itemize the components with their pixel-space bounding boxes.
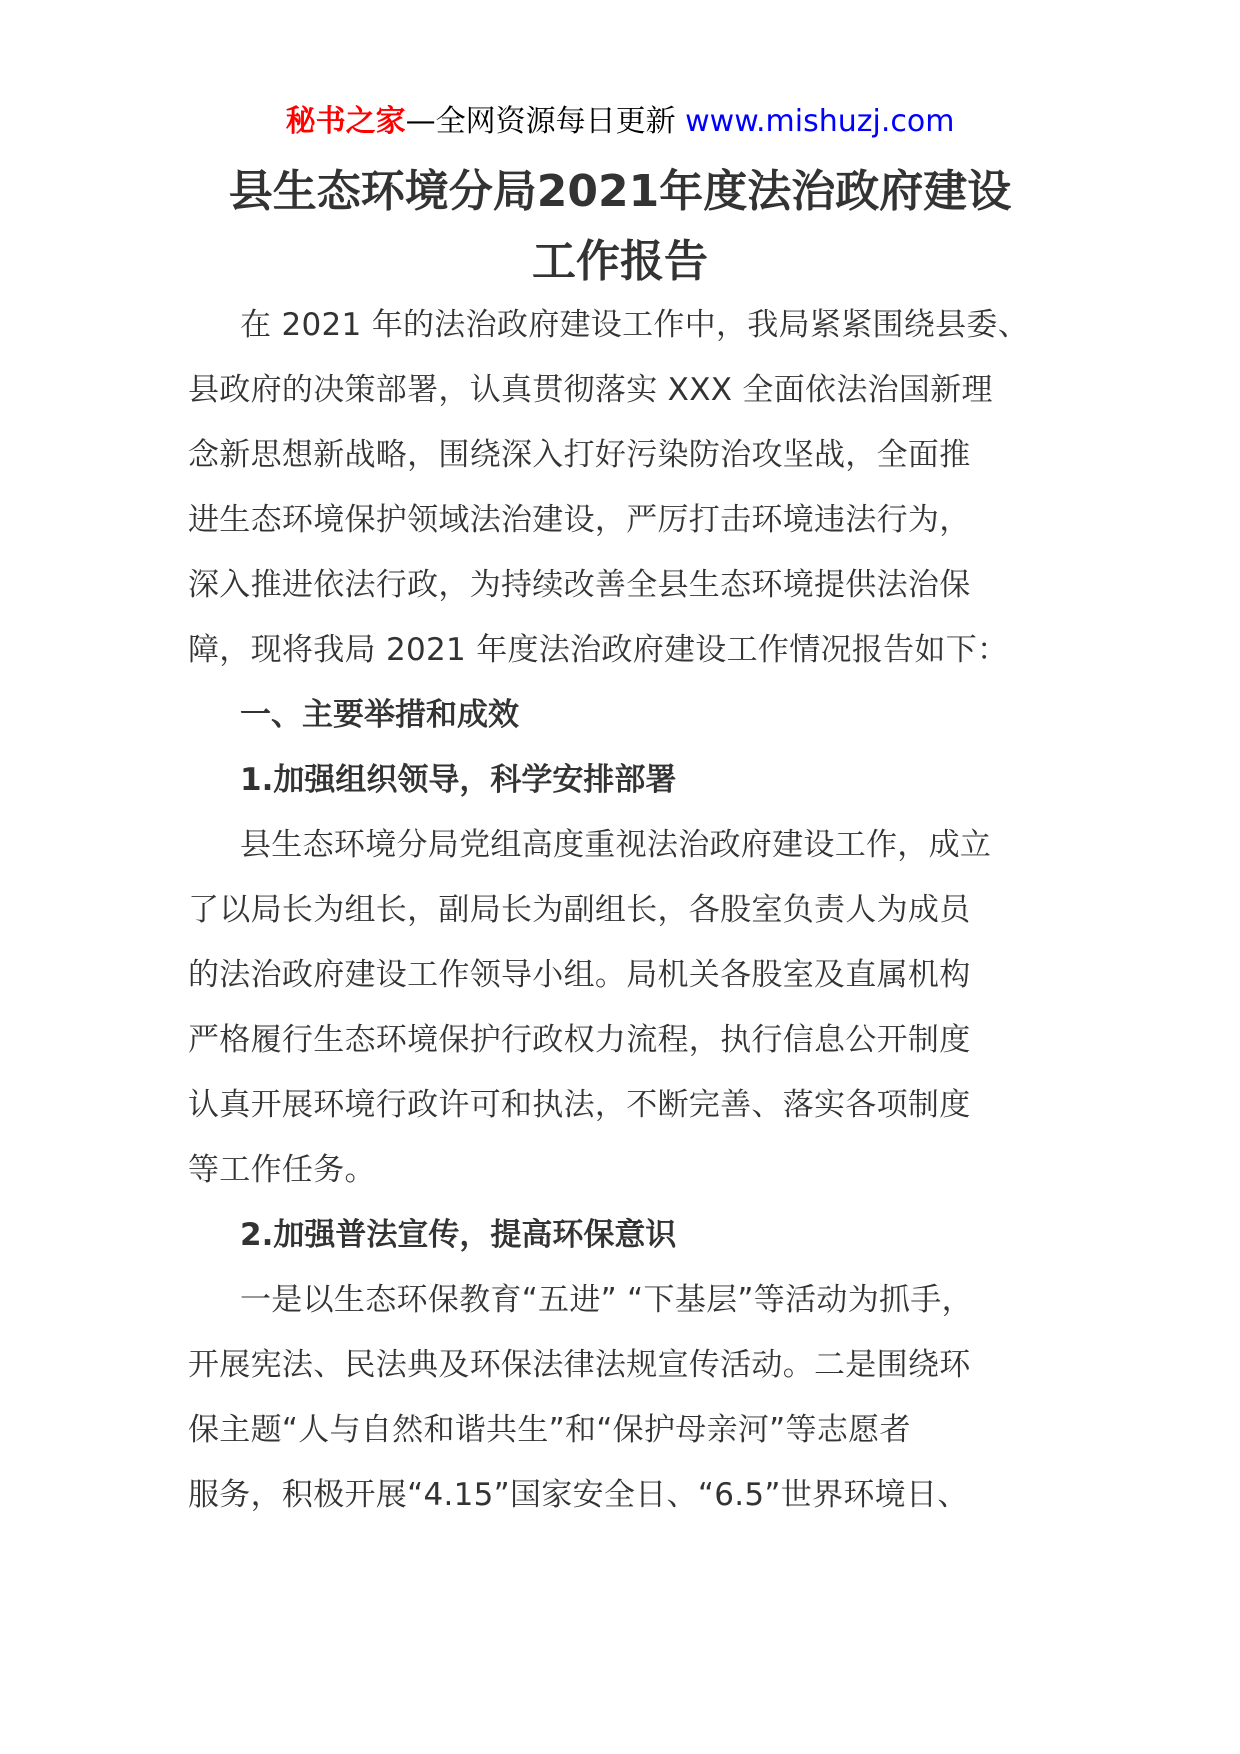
text-line: 开展宪法、民法典及环保法律法规宣传活动。二是围绕环: [188, 1347, 971, 1383]
document-title-line-2: 工作报告: [532, 236, 708, 287]
text-line: 保主题“人与自然和谐共生”和“保护母亲河”等志愿者: [188, 1412, 911, 1448]
subsection-heading-2: 2.加强普法宣传，提高环保意识: [240, 1217, 677, 1253]
brand-name: 秘书之家: [285, 104, 406, 139]
text-line: 认真开展环境行政许可和执法，不断完善、落实各项制度: [188, 1087, 971, 1123]
text-line: 等工作任务。: [188, 1152, 376, 1188]
text-line: 的法治政府建设工作领导小组。局机关各股室及直属机构: [188, 957, 971, 993]
subsection-paragraph-2: [188, 1268, 1088, 1528]
text-line: 县政府的决策部署，认真贯彻落实 XXX 全面依法治国新理: [188, 372, 993, 408]
document-body: [188, 293, 1088, 1528]
site-url-link[interactable]: www.mishuzj.com: [685, 104, 955, 139]
text-line: 服务，积极开展“4.15”国家安全日、“6.5”世界环境日、: [188, 1477, 969, 1513]
header-tagline: —全网资源每日更新: [405, 104, 686, 139]
site-header: [0, 100, 1240, 144]
subsection-heading-1: 1.加强组织领导，科学安排部署: [240, 762, 677, 798]
text-line: 深入推进依法行政，为持续改善全县生态环境提供法治保: [188, 567, 971, 603]
section-heading-1: 一、主要举措和成效: [240, 697, 519, 733]
text-line: 严格履行生态环境保护行政权力流程，执行信息公开制度: [188, 1022, 971, 1058]
text-line: 在 2021 年的法治政府建设工作中，我局紧紧围绕县委、: [240, 307, 1029, 343]
document-title-line-1: 县生态环境分局2021年度法治政府建设: [228, 166, 1012, 217]
subsection-paragraph-1: [188, 813, 1088, 1203]
text-line: 了以局长为组长，副局长为副组长，各股室负责人为成员: [188, 892, 971, 928]
text-line: 县生态环境分局党组高度重视法治政府建设工作，成立: [240, 827, 992, 863]
intro-paragraph: [188, 293, 1088, 683]
text-line: 障，现将我局 2021 年度法治政府建设工作情况报告如下：: [188, 632, 1009, 668]
text-line: 进生态环境保护领域法治建设，严厉打击环境违法行为，: [188, 502, 971, 538]
text-line: 一是以生态环保教育“五进” “下基层”等活动为抓手，: [240, 1282, 973, 1318]
text-line: 念新思想新战略，围绕深入打好污染防治攻坚战，全面推: [188, 437, 971, 473]
